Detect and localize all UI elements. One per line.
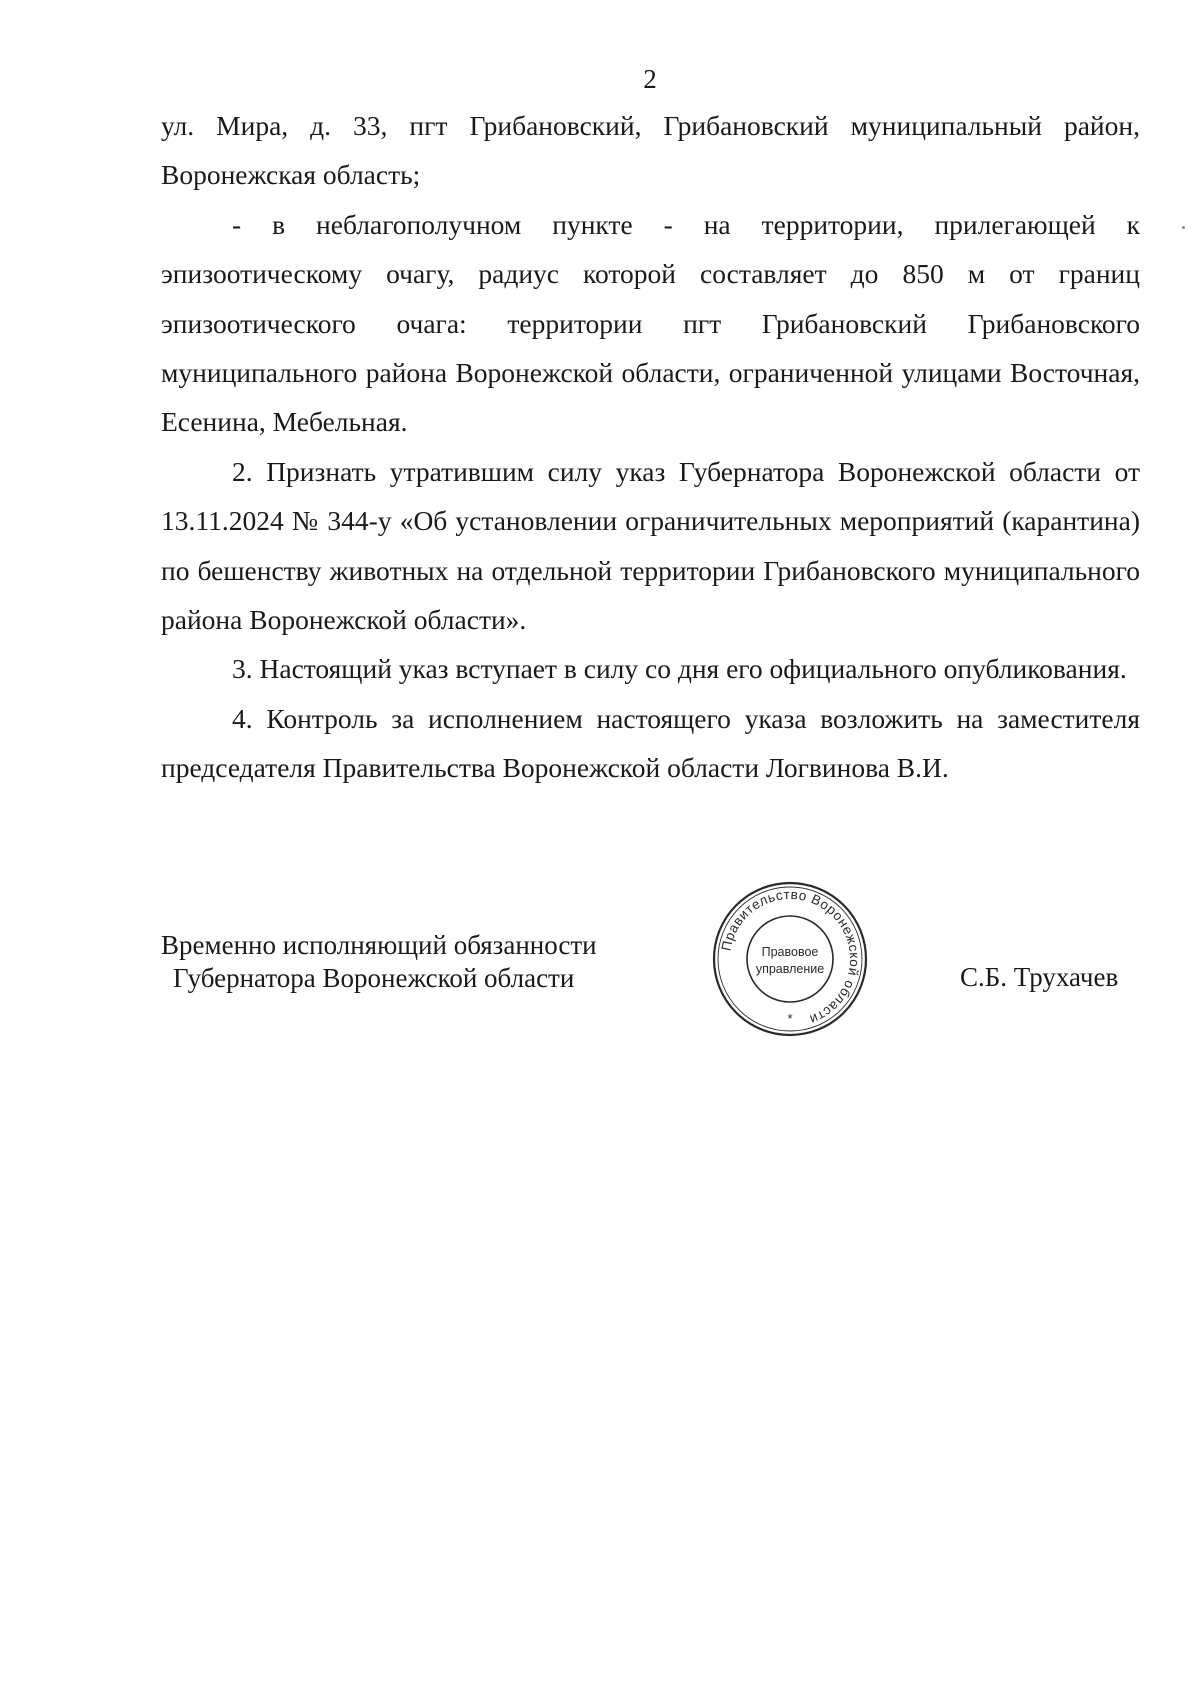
paragraph-address-continuation: ул. Мира, д. 33, пгт Грибановский, Грибановский муниципальный район, Воронежская область; <box>161 110 1140 191</box>
paragraph-item-3: 3. Настоящий указ вступает в силу со дня его официального опубликования. <box>232 653 1127 685</box>
stamp-inner-line1: Правовое <box>761 945 819 959</box>
signature-position <box>161 929 597 995</box>
stamp-inner-line2: управление <box>755 962 825 976</box>
stamp-outer-text: Правительство Воронежской области <box>718 886 863 1028</box>
document-body <box>161 101 1140 793</box>
official-stamp <box>711 880 869 1038</box>
paragraph-item-4: 4. Контроль за исполнением настоящего указа возложить на заместителя председателя Правительства Воронежской области Логвинова В.И. <box>161 702 1140 784</box>
signature-position-line1: Временно исполняющий обязанности <box>161 930 597 960</box>
paragraph-item-2: 2. Признать утратившим силу указ Губернатора Воронежской области от 13.11.2024 № 344-у «Об установлении ограничительных мероприятий (карантина) по бешенству животных на отдельной территории Грибановского муниципального района Воронежской области». <box>161 455 1140 636</box>
signature-position-line2: Губернатора Воронежской области <box>173 963 575 993</box>
signer-name: С.Б. Трухачев <box>960 962 1119 992</box>
stamp-star: * <box>787 1011 793 1026</box>
page-number: 2 <box>643 64 657 94</box>
paragraph-unfavorable-point: - в неблагополучном пункте - на территории, прилегающей к эпизоотическому очагу, радиус которой составляет до 850 м от границ эпизоотического очага: территории пгт Грибановский Грибановского муниципального района Воронежской области, ограниченной улицами Восточная, Есенина, Мебельная. <box>161 208 1140 438</box>
scan-speck <box>1182 226 1185 229</box>
